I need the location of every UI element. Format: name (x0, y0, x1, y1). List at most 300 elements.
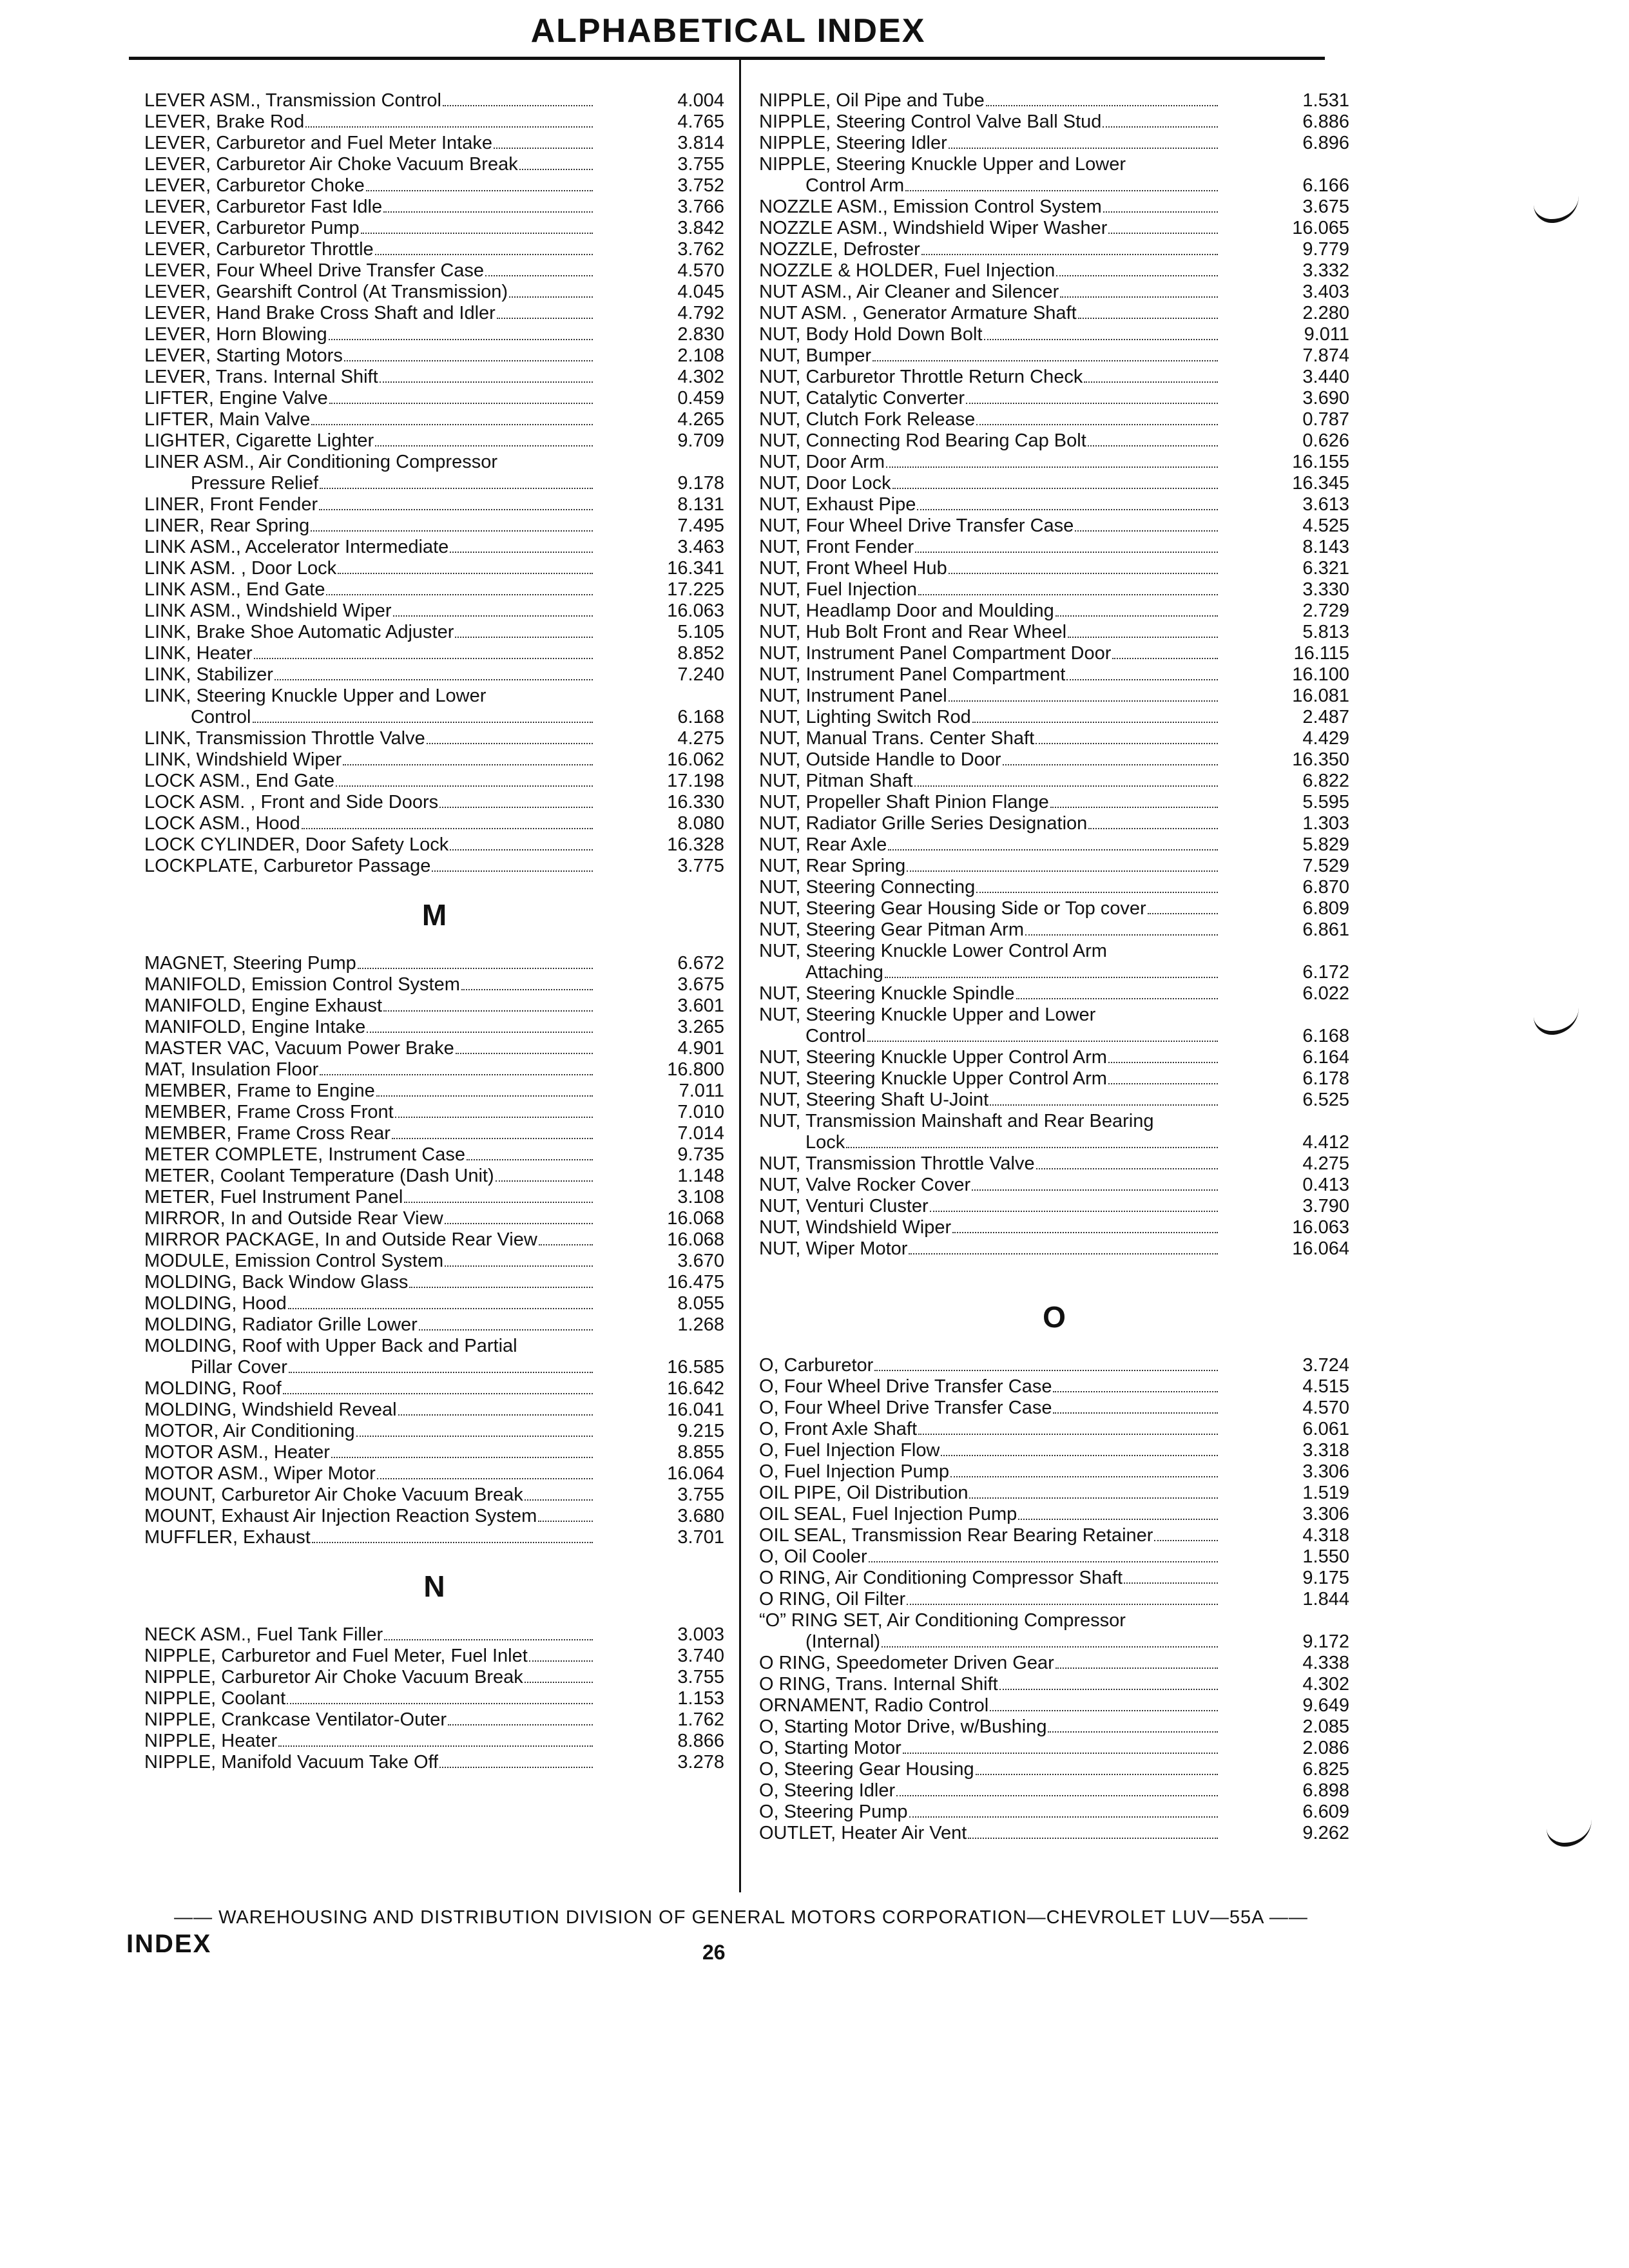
dot-leader (519, 169, 593, 170)
entry-reference-number: 4.338 (1302, 1653, 1349, 1673)
entry-reference-number: 3.690 (1302, 388, 1349, 408)
index-entry (759, 1217, 1349, 1238)
index-entry (144, 1272, 724, 1293)
entry-name: LINK, Windshield Wiper (144, 749, 342, 770)
dot-leader (338, 573, 593, 574)
entry-reference-number: 2.108 (677, 345, 724, 366)
entry-reference-number: 7.010 (677, 1102, 724, 1122)
dot-leader (253, 722, 593, 723)
entry-reference-number: 5.813 (1302, 622, 1349, 642)
entry-name: LINK ASM. , Door Lock (144, 558, 337, 579)
dot-leader (968, 1838, 1218, 1839)
dot-leader (395, 1117, 593, 1118)
entry-name: LEVER, Carburetor Air Choke Vacuum Break (144, 154, 518, 175)
entry-reference-number: 2.086 (1302, 1738, 1349, 1758)
index-entry (759, 1631, 1349, 1653)
dot-leader (538, 1521, 593, 1522)
dot-leader (966, 403, 1218, 404)
entry-name: OIL PIPE, Oil Distribution (759, 1483, 969, 1503)
index-entry (144, 175, 724, 197)
dot-leader (443, 105, 593, 106)
entry-reference-number: 4.570 (677, 260, 724, 281)
entry-name: LINK, Heater (144, 643, 253, 664)
dot-leader (343, 764, 593, 765)
footer-index-label: INDEX (126, 1930, 212, 1958)
dot-leader (1050, 807, 1218, 808)
entry-name: METER, Coolant Temperature (Dash Unit) (144, 1166, 494, 1186)
index-entry (759, 473, 1349, 494)
dot-leader (497, 318, 593, 319)
entry-name: METER COMPLETE, Instrument Case (144, 1144, 465, 1165)
dot-leader (984, 339, 1218, 340)
entry-name: LEVER, Hand Brake Cross Shaft and Idler (144, 303, 496, 323)
dot-leader (289, 1372, 593, 1373)
dot-leader (990, 1710, 1218, 1711)
entry-name: NIPPLE, Coolant (144, 1688, 286, 1709)
entry-name: NUT, Wiper Motor (759, 1238, 908, 1259)
index-entry (144, 1463, 724, 1485)
entry-reference-number: 8.131 (677, 494, 724, 515)
index-entry-heading: LINK, Steering Knuckle Upper and Lower (144, 686, 487, 706)
index-entry (759, 1546, 1349, 1568)
index-entry (144, 111, 724, 133)
index-entry (759, 1483, 1349, 1504)
index-entry (759, 1568, 1349, 1589)
dot-leader (375, 254, 593, 255)
dot-leader (921, 254, 1218, 255)
entry-name: LINER, Rear Spring (144, 515, 310, 536)
entry-reference-number: 0.787 (1302, 409, 1349, 430)
index-entry (759, 1090, 1349, 1111)
dot-leader (999, 1689, 1218, 1690)
dot-leader (283, 1393, 593, 1394)
entry-name: Lock (805, 1132, 845, 1153)
index-entry (144, 1688, 724, 1709)
entry-name: LEVER, Trans. Internal Shift (144, 367, 378, 387)
dot-leader (867, 1041, 1219, 1042)
index-entry-heading: MOLDING, Roof with Upper Back and Partial (144, 1336, 517, 1356)
section-letter: N (423, 1570, 445, 1603)
dot-leader (986, 105, 1218, 106)
index-entry (144, 430, 724, 452)
entry-name: NUT, Bumper (759, 345, 872, 366)
dot-leader (1084, 381, 1218, 383)
dot-leader (909, 1816, 1219, 1818)
index-entry (759, 494, 1349, 515)
entry-reference-number: 7.529 (1302, 856, 1349, 876)
entry-name: Control (805, 1026, 866, 1046)
entry-name: NUT, Connecting Rod Bearing Cap Bolt (759, 430, 1086, 451)
index-entry (759, 792, 1349, 813)
index-entry (759, 345, 1349, 367)
entry-name: NIPPLE, Oil Pipe and Tube (759, 90, 985, 111)
dot-leader (969, 1497, 1218, 1499)
dot-leader (376, 1095, 593, 1097)
entry-reference-number: 6.672 (677, 953, 724, 974)
index-entry (759, 197, 1349, 218)
index-entry (759, 260, 1349, 282)
entry-reference-number: 4.525 (1302, 515, 1349, 536)
dot-leader (885, 977, 1218, 978)
entry-name: NUT, Steering Knuckle Upper Control Arm (759, 1047, 1107, 1068)
index-entry (144, 367, 724, 388)
entry-reference-number: 8.855 (677, 1442, 724, 1463)
entry-name: Control (191, 707, 251, 727)
section-spacer (759, 1260, 1349, 1279)
index-entry (759, 537, 1349, 558)
dot-leader (326, 594, 593, 595)
dot-leader (366, 190, 593, 191)
entry-name: NUT, Clutch Fork Release (759, 409, 976, 430)
dot-leader (278, 1745, 593, 1747)
dot-leader (398, 1414, 593, 1416)
dot-leader (869, 1561, 1218, 1562)
entry-name: NUT, Catalytic Converter (759, 388, 965, 408)
index-entry (144, 515, 724, 537)
entry-reference-number: 4.265 (677, 409, 724, 430)
dot-leader (375, 445, 593, 447)
dot-leader (1055, 615, 1218, 617)
entry-name: O, Front Axle Shaft (759, 1419, 917, 1439)
entry-reference-number: 6.022 (1302, 983, 1349, 1004)
page-title: ALPHABETICAL INDEX (530, 12, 926, 50)
entry-reference-number: 9.779 (1302, 239, 1349, 260)
index-entry (759, 1047, 1349, 1068)
entry-reference-number: 0.626 (1302, 430, 1349, 451)
entry-name: O, Four Wheel Drive Transfer Case (759, 1376, 1052, 1397)
entry-reference-number: 7.495 (677, 515, 724, 536)
entry-name: METER, Fuel Instrument Panel (144, 1187, 403, 1207)
entry-reference-number: 4.302 (1302, 1674, 1349, 1695)
dot-leader (287, 1703, 593, 1704)
entry-name: NUT, Steering Knuckle Upper Control Arm (759, 1068, 1107, 1089)
index-entry (144, 282, 724, 303)
entry-reference-number: 3.003 (677, 1624, 724, 1645)
dot-leader (455, 637, 593, 638)
entry-reference-number: 4.901 (677, 1038, 724, 1059)
entry-name: MEMBER, Frame to Engine (144, 1081, 375, 1101)
dot-leader (456, 1053, 593, 1054)
entry-name: Control Arm (805, 175, 905, 196)
entry-reference-number: 5.829 (1302, 834, 1349, 855)
index-entry (759, 175, 1349, 197)
entry-reference-number: 4.792 (677, 303, 724, 323)
dot-leader (976, 1774, 1218, 1775)
dot-leader (302, 828, 593, 829)
dot-leader (358, 968, 593, 969)
dot-leader (949, 573, 1218, 574)
entry-reference-number: 16.100 (1292, 664, 1349, 685)
entry-reference-number: 4.045 (677, 282, 724, 302)
entry-reference-number: 16.642 (667, 1378, 724, 1399)
dot-leader (950, 1476, 1218, 1477)
entry-name: LIFTER, Engine Valve (144, 388, 328, 408)
dot-leader (404, 1202, 593, 1203)
index-entry (144, 1123, 724, 1144)
entry-reference-number: 16.063 (1292, 1217, 1349, 1238)
index-entry (144, 1081, 724, 1102)
entry-name: LINK ASM., Accelerator Intermediate (144, 537, 449, 557)
dot-leader (941, 1455, 1218, 1456)
entry-name: NUT, Headlamp Door and Moulding (759, 601, 1054, 621)
entry-reference-number: 4.318 (1302, 1525, 1349, 1546)
entry-name: NUT, Instrument Panel Compartment (759, 664, 1066, 685)
entry-reference-number: 3.701 (677, 1527, 724, 1548)
entry-reference-number: 2.085 (1302, 1716, 1349, 1737)
entry-name: NOZZLE ASM., Emission Control System (759, 197, 1102, 217)
index-entry (759, 898, 1349, 919)
entry-reference-number: 3.740 (677, 1646, 724, 1666)
dot-leader (918, 594, 1218, 595)
dot-leader (311, 530, 593, 532)
dot-leader (976, 892, 1218, 893)
entry-name: MOTOR ASM., Wiper Motor (144, 1463, 376, 1484)
entry-name: LEVER, Gearshift Control (At Transmission) (144, 282, 508, 302)
entry-name: MOLDING, Windshield Reveal (144, 1399, 397, 1420)
entry-reference-number: 6.886 (1302, 111, 1349, 132)
entry-reference-number: 6.061 (1302, 1419, 1349, 1439)
entry-name: NUT, Steering Gear Pitman Arm (759, 919, 1024, 940)
dot-leader (311, 424, 593, 425)
index-entry (144, 643, 724, 664)
entry-name: MAGNET, Steering Pump (144, 953, 356, 974)
entry-reference-number: 9.175 (1302, 1568, 1349, 1588)
entry-name: MUFFLER, Exhaust (144, 1527, 311, 1548)
index-entry (144, 1378, 724, 1399)
entry-reference-number: 2.830 (677, 324, 724, 345)
dot-leader (1066, 679, 1218, 680)
entry-reference-number: 16.064 (667, 1463, 724, 1484)
dot-leader (1048, 1731, 1218, 1733)
index-entry (759, 1153, 1349, 1175)
entry-name: OIL SEAL, Transmission Rear Bearing Retainer (759, 1525, 1153, 1546)
dot-leader (336, 785, 593, 787)
index-entry (144, 388, 724, 409)
entry-name: NUT, Radiator Grille Series Designation (759, 813, 1088, 834)
dot-leader (990, 1104, 1218, 1106)
index-entry (144, 1187, 724, 1208)
entry-name: LINER, Front Fender (144, 494, 318, 515)
index-entry (144, 1038, 724, 1059)
entry-name: LEVER, Horn Blowing (144, 324, 327, 345)
entry-name: Pillar Cover (191, 1357, 287, 1378)
entry-name: NUT, Steering Gear Housing Side or Top cover (759, 898, 1146, 919)
entry-reference-number: 16.341 (667, 558, 724, 579)
entry-reference-number: 3.601 (677, 995, 724, 1016)
index-entry (759, 1823, 1349, 1844)
dot-leader (529, 1660, 593, 1662)
entry-name: NUT, Venturi Cluster (759, 1196, 929, 1216)
index-entry-heading: LINER ASM., Air Conditioning Compressor (144, 452, 497, 472)
index-entry (144, 133, 724, 154)
entry-reference-number: 16.081 (1292, 686, 1349, 706)
index-entry (759, 282, 1349, 303)
entry-name: LINK, Stabilizer (144, 664, 273, 685)
entry-name: NUT, Outside Handle to Door (759, 749, 1001, 770)
index-entry (759, 239, 1349, 260)
dot-leader (1036, 1168, 1218, 1169)
entry-name: (Internal) (805, 1631, 881, 1652)
index-entry-heading: NUT, Transmission Mainshaft and Rear Bearing (759, 1111, 1154, 1131)
index-entry (144, 154, 724, 175)
entry-reference-number: 9.735 (677, 1144, 724, 1165)
entry-name: NUT, Front Wheel Hub (759, 558, 947, 579)
entry-name: NUT, Body Hold Down Bolt (759, 324, 983, 345)
entry-name: O, Oil Cooler (759, 1546, 867, 1567)
index-entry (144, 579, 724, 601)
index-entry (144, 1357, 724, 1378)
dot-leader (1103, 211, 1218, 213)
entry-reference-number: 8.143 (1302, 537, 1349, 557)
entry-reference-number: 1.531 (1302, 90, 1349, 111)
entry-name: LIFTER, Main Valve (144, 409, 311, 430)
entry-name: NUT, Instrument Panel (759, 686, 947, 706)
entry-name: MOLDING, Roof (144, 1378, 282, 1399)
index-entry-heading: NUT, Steering Knuckle Lower Control Arm (759, 941, 1107, 961)
entry-reference-number: 4.275 (1302, 1153, 1349, 1174)
margin-tick-mark (1547, 1817, 1592, 1847)
dot-leader (892, 488, 1218, 489)
entry-name: NUT, Carburetor Throttle Return Check (759, 367, 1083, 387)
index-entry (144, 90, 724, 111)
dot-leader (896, 1795, 1218, 1796)
dot-leader (976, 424, 1218, 425)
entry-name: NUT, Propeller Shaft Pinion Flange (759, 792, 1049, 812)
dot-leader (509, 296, 593, 298)
dot-leader (448, 1724, 593, 1725)
dot-leader (432, 870, 593, 872)
entry-name: MANIFOLD, Engine Intake (144, 1017, 366, 1037)
index-entry (759, 558, 1349, 579)
entry-reference-number: 9.215 (677, 1421, 724, 1441)
dot-leader (917, 509, 1218, 510)
entry-reference-number: 4.570 (1302, 1398, 1349, 1418)
entry-reference-number: 6.896 (1302, 133, 1349, 153)
dot-leader (1053, 1412, 1218, 1414)
dot-leader (319, 509, 593, 510)
index-entry (759, 962, 1349, 983)
dot-leader (1108, 233, 1218, 234)
index-entry (759, 983, 1349, 1004)
entry-reference-number: 4.275 (677, 728, 724, 749)
entry-reference-number: 1.762 (677, 1709, 724, 1730)
dot-leader (1154, 1540, 1218, 1541)
dot-leader (1053, 1391, 1218, 1392)
index-entry (759, 1419, 1349, 1440)
entry-reference-number: 6.870 (1302, 877, 1349, 898)
entry-reference-number: 3.814 (677, 133, 724, 153)
dot-leader (427, 743, 593, 744)
entry-reference-number: 1.268 (677, 1314, 724, 1335)
entry-reference-number: 3.440 (1302, 367, 1349, 387)
entry-reference-number: 0.413 (1302, 1175, 1349, 1195)
entry-name: LINK, Transmission Throttle Valve (144, 728, 425, 749)
entry-reference-number: 16.585 (667, 1357, 724, 1378)
entry-name: NECK ASM., Fuel Tank Filler (144, 1624, 383, 1645)
entry-name: MANIFOLD, Engine Exhaust (144, 995, 383, 1016)
entry-name: O RING, Air Conditioning Compressor Shaft (759, 1568, 1123, 1588)
entry-reference-number: 4.765 (677, 111, 724, 132)
entry-reference-number: 3.306 (1302, 1461, 1349, 1482)
entry-reference-number: 1.844 (1302, 1589, 1349, 1610)
entry-name: MASTER VAC, Vacuum Power Brake (144, 1038, 454, 1059)
index-entry (759, 133, 1349, 154)
index-entry (144, 1251, 724, 1272)
entry-reference-number: 6.825 (1302, 1759, 1349, 1780)
dot-leader (903, 1753, 1218, 1754)
entry-name: NUT, Steering Connecting (759, 877, 976, 898)
entry-name: MANIFOLD, Emission Control System (144, 974, 460, 995)
entry-name: NUT, Door Arm (759, 452, 885, 472)
entry-reference-number: 17.225 (667, 579, 724, 600)
entry-reference-number: 7.014 (677, 1123, 724, 1144)
index-entry (144, 749, 724, 771)
entry-reference-number: 16.350 (1292, 749, 1349, 770)
index-entry (144, 664, 724, 686)
dot-leader (888, 849, 1218, 850)
dot-leader (485, 275, 593, 276)
entry-name: LEVER, Four Wheel Drive Transfer Case (144, 260, 485, 281)
index-entry (759, 1026, 1349, 1047)
index-entry (759, 430, 1349, 452)
entry-reference-number: 3.670 (677, 1251, 724, 1271)
entry-reference-number: 7.011 (679, 1081, 724, 1101)
entry-reference-number: 3.675 (1302, 197, 1349, 217)
entry-reference-number: 9.011 (1304, 324, 1349, 345)
entry-reference-number: 5.105 (677, 622, 724, 642)
entry-name: MOTOR ASM., Heater (144, 1442, 330, 1463)
index-entry (144, 771, 724, 792)
entry-reference-number: 3.755 (677, 1485, 724, 1505)
entry-reference-number: 1.148 (677, 1166, 724, 1186)
entry-reference-number: 3.755 (677, 154, 724, 175)
entry-name: LOCK ASM., End Gate (144, 771, 334, 791)
entry-reference-number: 6.321 (1302, 558, 1349, 579)
entry-reference-number: 6.166 (1302, 175, 1349, 196)
index-entry (759, 515, 1349, 537)
dot-leader (1088, 445, 1218, 447)
entry-name: MEMBER, Frame Cross Front (144, 1102, 394, 1122)
dot-leader (1112, 658, 1218, 659)
index-entry (759, 643, 1349, 664)
index-entry (144, 494, 724, 515)
dot-leader (1025, 934, 1218, 936)
left-index-column (144, 90, 724, 1773)
entry-reference-number: 3.330 (1302, 579, 1349, 600)
index-entry (144, 537, 724, 558)
entry-name: NUT, Rear Axle (759, 834, 887, 855)
entry-reference-number: 3.463 (677, 537, 724, 557)
dot-leader (419, 1329, 593, 1331)
entry-name: OUTLET, Heater Air Vent (759, 1823, 967, 1843)
entry-reference-number: 3.755 (677, 1667, 724, 1687)
entry-reference-number: 6.168 (677, 707, 724, 727)
index-entry (759, 579, 1349, 601)
index-entry (759, 1589, 1349, 1610)
index-entry (759, 1132, 1349, 1153)
index-entry (759, 622, 1349, 643)
entry-name: NUT, Valve Rocker Cover (759, 1175, 971, 1195)
entry-name: O RING, Speedometer Driven Gear (759, 1653, 1054, 1673)
entry-reference-number: 16.062 (667, 749, 724, 770)
entry-name: O, Fuel Injection Pump (759, 1461, 949, 1482)
entry-reference-number: 6.861 (1302, 919, 1349, 940)
entry-reference-number: 16.068 (667, 1208, 724, 1229)
dot-leader (367, 1032, 593, 1033)
index-entry (759, 1780, 1349, 1802)
index-entry (144, 1527, 724, 1548)
dot-leader (461, 989, 593, 990)
